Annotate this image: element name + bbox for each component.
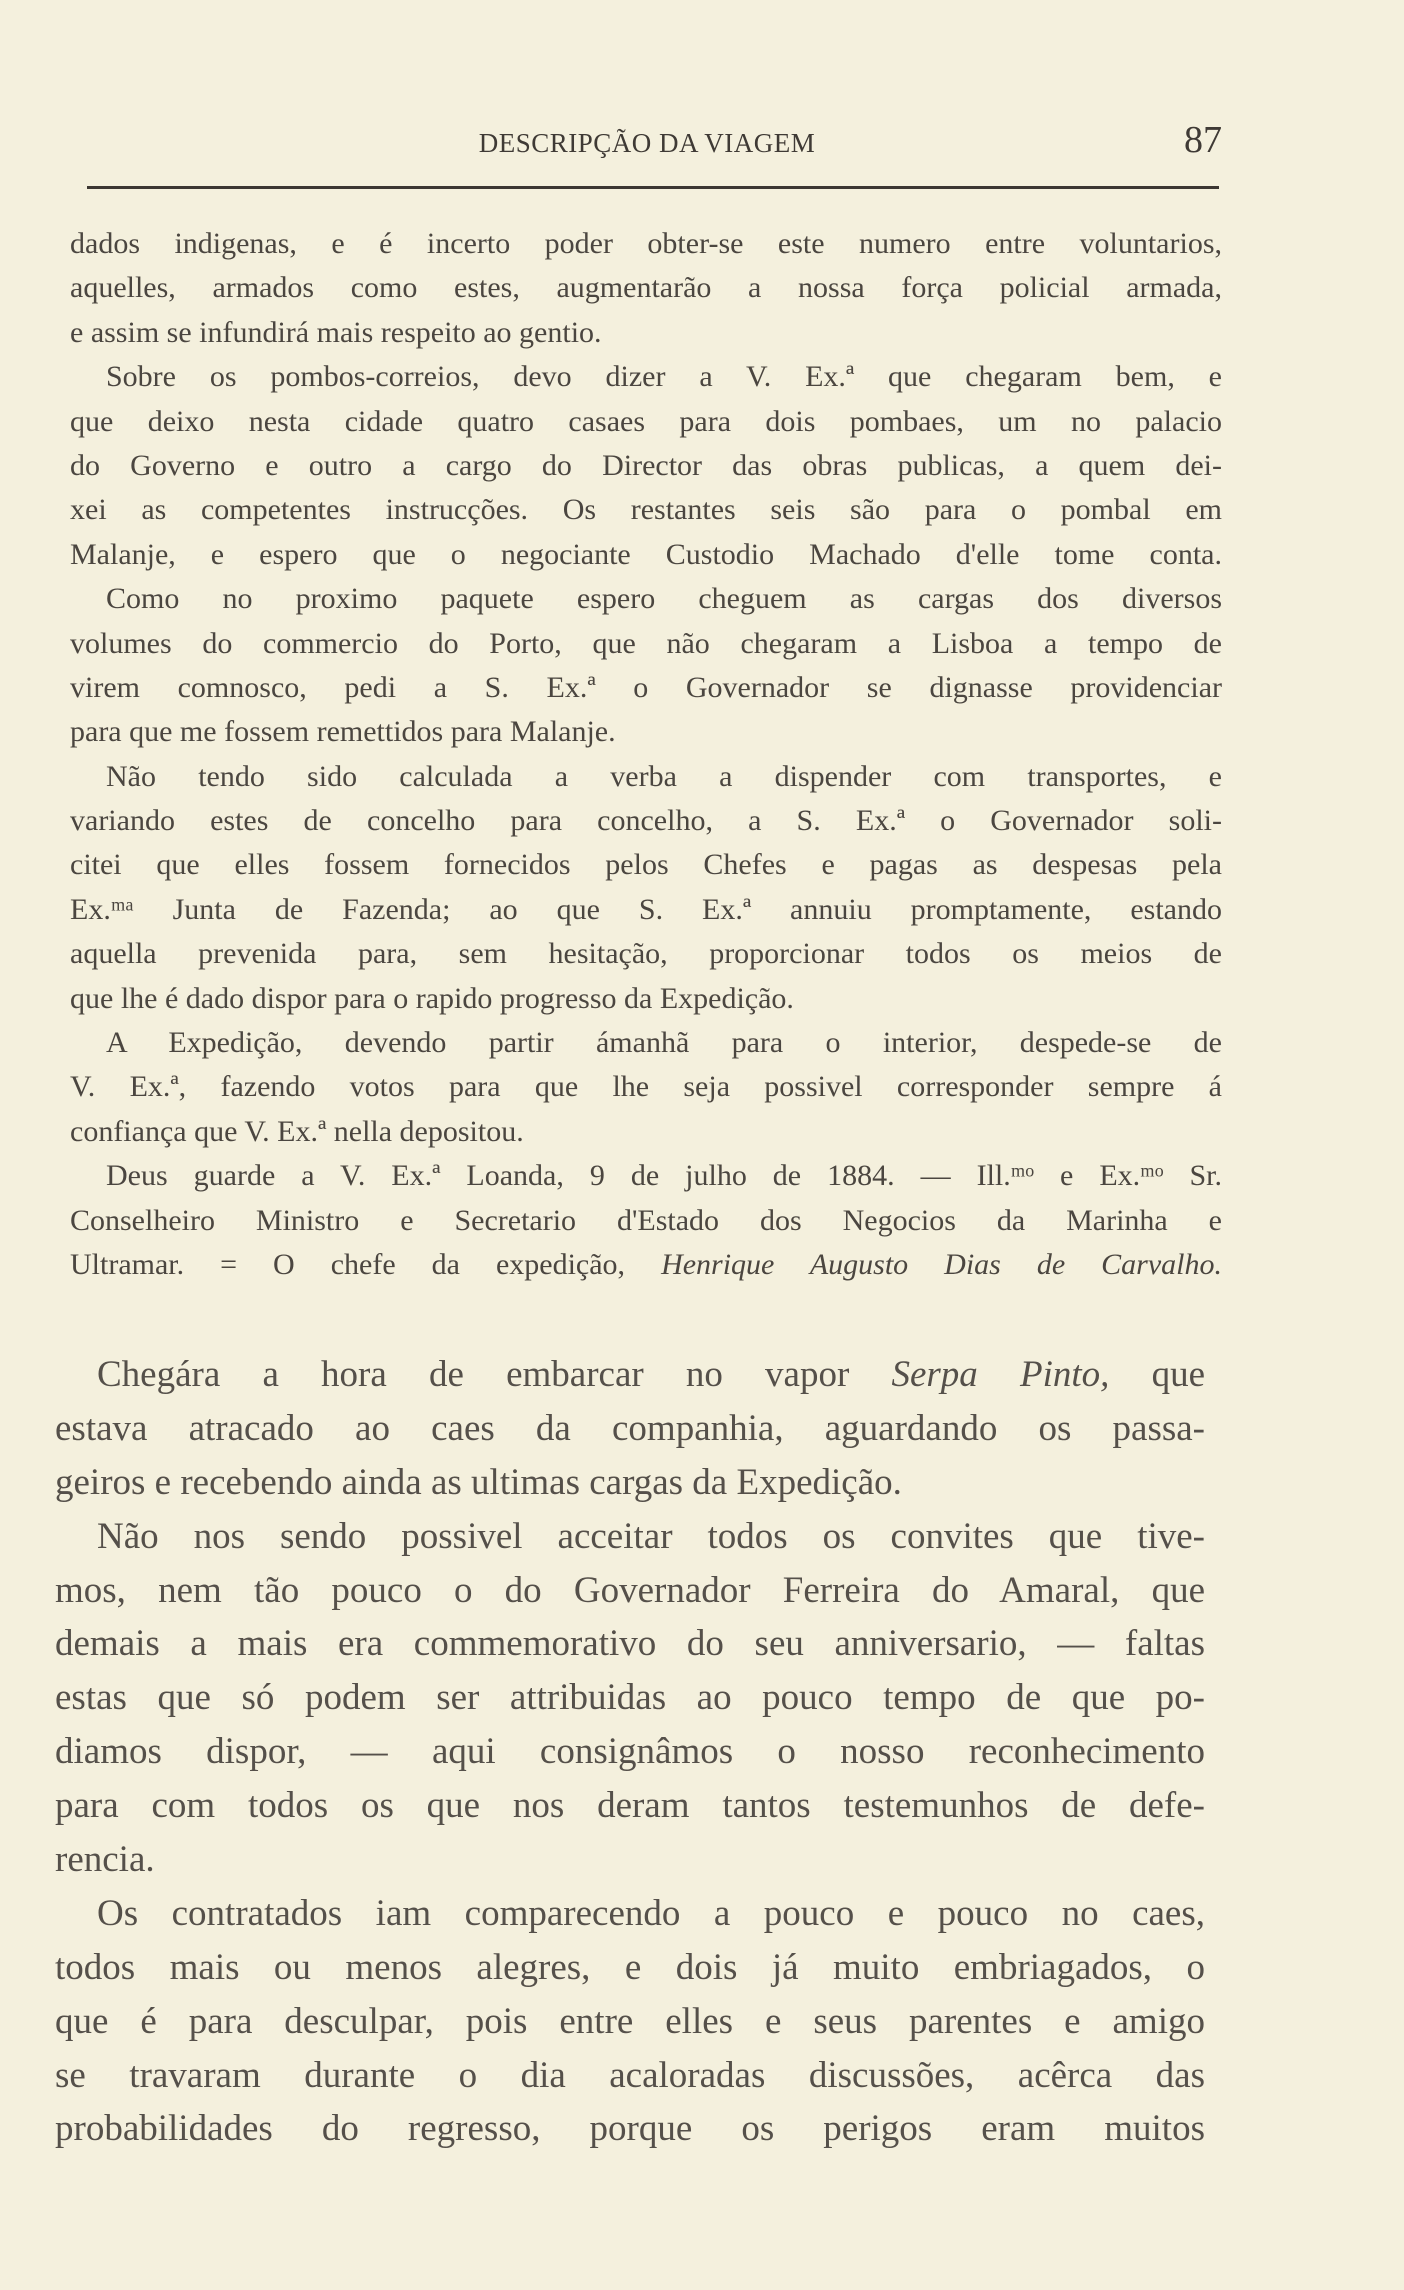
text-line: estava atracado ao caes da companhia, aguardando os passa- — [55, 1407, 1205, 1449]
page-number: 87 — [1184, 119, 1222, 161]
text-line: para que me fossem remettidos para Malanje. — [70, 715, 616, 749]
text-line: dados indigenas, e é incerto poder obter-se este numero entre voluntarios, — [70, 227, 1222, 260]
text-line: Sobre os pombos-correios, devo dizer a V. Ex.ª que chegaram bem, e — [106, 360, 1222, 394]
letter-text — [70, 222, 1222, 1287]
text-line: aquella prevenida para, sem hesitação, proporcionar todos os meios de — [70, 937, 1222, 971]
running-title: DESCRIPÇÃO DA VIAGEM — [478, 128, 816, 158]
text-line: que deixo nesta cidade quatro casaes para dois pombaes, um no palacio — [70, 404, 1222, 438]
text-line: e assim se infundirá mais respeito ao gentio. — [70, 315, 602, 349]
text-line: estas que só podem ser attribuidas ao pouco tempo de que po- — [55, 1677, 1205, 1719]
text-line: diamos dispor, — aqui consignâmos o nosso reconhecimento — [55, 1731, 1205, 1773]
text-line: Não nos sendo possivel acceitar todos os convites que tive- — [97, 1515, 1205, 1557]
text-line: Ex.ᵐᵃ Junta de Fazenda; ao que S. Ex.ª annuiu promptamente, estando — [70, 892, 1222, 926]
text-fragment: Chegára a hora de embarcar no vapor — [97, 1354, 850, 1395]
text-line: virem comnosco, pedi a S. Ex.ª o Governador se dignasse providenciar — [70, 670, 1222, 704]
text-line: volumes do commercio do Porto, que não chegaram a Lisboa a tempo de — [70, 626, 1222, 660]
text-line: do Governo e outro a cargo do Director das obras publicas, a quem dei- — [70, 448, 1222, 482]
text-line: probabilidades do regresso, porque os perigos eram muitos — [55, 2108, 1205, 2150]
text-line: rencia. — [55, 1839, 155, 1881]
text-line: geiros e recebendo ainda as ultimas cargas da Expedição. — [55, 1461, 902, 1503]
text-line — [55, 1348, 1205, 1402]
text-line: para com todos os que nos deram tantos testemunhos de defe- — [55, 1785, 1205, 1827]
header-rule — [87, 186, 1219, 189]
text-line: V. Ex.ª, fazendo votos para que lhe seja possivel corresponder sempre á — [70, 1070, 1222, 1104]
text-line: se travaram durante o dia acaloradas discussões, acêrca das — [55, 2054, 1205, 2096]
text-line: Malanje, e espero que o negociante Custodio Machado d'elle tome conta. — [70, 537, 1222, 571]
text-line: variando estes de concelho para concelho, a S. Ex.ª o Governador soli- — [70, 804, 1222, 838]
text-line: todos mais ou menos alegres, e dois já muito embriagados, o — [55, 1946, 1205, 1988]
text-fragment: que — [1151, 1354, 1206, 1395]
text-line: mos, nem tão pouco o do Governador Ferreira do Amaral, que — [55, 1569, 1205, 1611]
text-line: aquelles, armados como estes, augmentarão a nossa força policial armada, — [70, 271, 1222, 305]
text-line: demais a mais era commemorativo do seu anniversario, — faltas — [55, 1623, 1205, 1665]
narrative-text — [55, 1348, 1205, 2156]
closing-text: Ultramar. = O chefe da expedição, — [70, 1247, 626, 1281]
closing-line — [70, 1243, 1222, 1287]
text-line: Conselheiro Ministro e Secretario d'Estado dos Negocios da Marinha e — [70, 1203, 1222, 1237]
text-line: Os contratados iam comparecendo a pouco e pouco no caes, — [97, 1892, 1205, 1934]
text-line: Deus guarde a V. Ex.ª Loanda, 9 de julho de 1884. — Ill.ᵐᵒ e Ex.ᵐᵒ Sr. — [106, 1159, 1222, 1193]
text-line: confiança que V. Ex.ª nella depositou. — [70, 1114, 524, 1148]
text-line: xei as competentes instrucções. Os restantes seis são para o pombal em — [70, 493, 1222, 527]
text-line: Não tendo sido calculada a verba a dispender com transportes, e — [106, 759, 1222, 793]
signature: Henrique Augusto Dias de Carvalho. — [661, 1247, 1222, 1281]
text-line: Como no proximo paquete espero cheguem as cargas dos diversos — [106, 582, 1222, 616]
ship-name: Serpa Pinto, — [891, 1354, 1110, 1395]
text-line: citei que elles fossem fornecidos pelos Chefes e pagas as despesas pela — [70, 848, 1222, 882]
text-line: que é para desculpar, pois entre elles e seus parentes e amigo — [55, 2000, 1205, 2042]
text-line: A Expedição, devendo partir ámanhã para o interior, despede-se de — [106, 1026, 1222, 1060]
text-line: que lhe é dado dispor para o rapido progresso da Expedição. — [70, 981, 794, 1015]
